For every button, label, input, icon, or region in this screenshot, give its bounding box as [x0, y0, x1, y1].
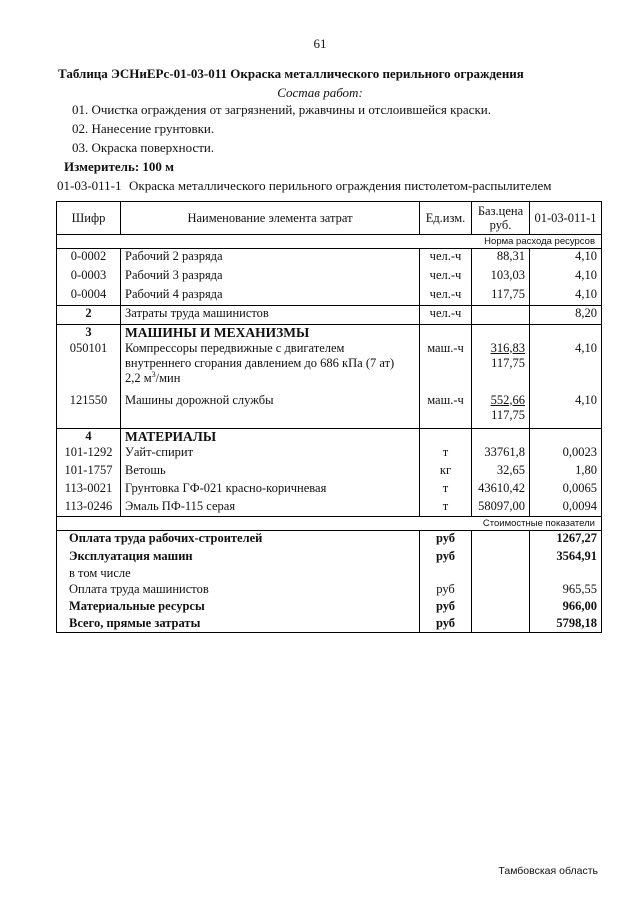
row-name: Машины дорожной службы [121, 393, 420, 429]
row-name-tail: /мин [155, 370, 181, 385]
row-unit: чел.-ч [420, 287, 472, 306]
row-name: Эмаль ПФ-115 серая [121, 499, 420, 517]
price-base: 552,66 [490, 392, 525, 407]
header-price [472, 202, 530, 235]
total-row [57, 566, 602, 582]
empty-cell [530, 325, 602, 341]
page-number: 61 [313, 36, 327, 51]
row-name-line: внутреннего сгорания давлением до 686 кПа (7 ат) [125, 355, 395, 370]
total-name-cell [57, 549, 420, 566]
row-code: 0-0003 [57, 268, 121, 287]
row-value: 0,0094 [530, 499, 602, 517]
empty-cell [472, 429, 530, 445]
row-price [472, 306, 530, 325]
band-norm [57, 235, 602, 249]
row-price: 103,03 [472, 268, 530, 287]
row-code: 0-0002 [57, 249, 121, 268]
row-value: 4,10 [530, 341, 602, 393]
empty-cell [420, 325, 472, 341]
row-price: 117,75 [472, 287, 530, 306]
total-name: Оплата труда машинистов [69, 581, 209, 596]
row-name: Ветошь [121, 463, 420, 481]
table-row [57, 287, 602, 306]
table-row [57, 341, 602, 393]
total-name-cell [57, 582, 420, 599]
row-value: 4,10 [530, 287, 602, 306]
variant-code: 01-03-011-1 [57, 178, 122, 193]
work-step: 03. Окраска поверхности. [72, 140, 215, 155]
row-code: 2 [57, 306, 121, 325]
row-name: Рабочий 2 разряда [121, 249, 420, 268]
table-row [57, 306, 602, 325]
row-unit: чел.-ч [420, 306, 472, 325]
row-name: Грунтовка ГФ-021 красно-коричневая [121, 481, 420, 499]
variant-text: Окраска металлического перильного ограждения пистолетом-распылителем [129, 178, 552, 193]
row-unit: маш.-ч [420, 393, 472, 429]
section-code: 3 [57, 325, 121, 341]
total-row [57, 582, 602, 599]
total-value: 3564,91 [530, 549, 602, 566]
row-name [121, 341, 420, 393]
empty-cell [420, 429, 472, 445]
row-price [472, 393, 530, 429]
total-row [57, 599, 602, 616]
work-step: 01. Очистка ограждения от загрязнений, ржавчины и отслоившейся краски. [72, 102, 491, 117]
total-name: Оплата труда рабочих-строителей [69, 531, 263, 545]
section-code: 4 [57, 429, 121, 445]
empty-cell [472, 549, 530, 566]
total-value: 1267,27 [530, 531, 602, 549]
empty-cell [472, 325, 530, 341]
row-value: 1,80 [530, 463, 602, 481]
row-unit: т [420, 445, 472, 463]
band-cost [57, 517, 602, 531]
row-unit: кг [420, 463, 472, 481]
header-norm: 01-03-011-1 [530, 202, 602, 235]
section-title: МАТЕРИАЛЫ [121, 429, 420, 445]
total-name-cell [57, 566, 420, 582]
total-row [57, 549, 602, 566]
row-unit: чел.-ч [420, 268, 472, 287]
row-name: Уайт-спирит [121, 445, 420, 463]
price-wage: 117,75 [491, 355, 525, 370]
price-wage: 117,75 [491, 407, 525, 422]
total-value: 5798,18 [530, 616, 602, 633]
header-name: Наименование элемента затрат [121, 202, 420, 235]
row-name: Рабочий 3 разряда [121, 268, 420, 287]
row-unit: т [420, 499, 472, 517]
work-step: 02. Нанесение грунтовки. [72, 121, 215, 136]
row-price: 58097,00 [472, 499, 530, 517]
total-value: 966,00 [530, 599, 602, 616]
row-unit: маш.-ч [420, 341, 472, 393]
total-row [57, 616, 602, 633]
row-name-line: 2,2 м [125, 370, 152, 385]
table-row [57, 499, 602, 517]
table-row [57, 481, 602, 499]
table-row [57, 249, 602, 268]
section-row [57, 325, 602, 341]
row-name: Рабочий 4 разряда [121, 287, 420, 306]
footer-region: Тамбовская область [498, 865, 598, 877]
row-code: 050101 [57, 341, 121, 393]
price-base: 316,83 [490, 340, 525, 355]
empty-cell [472, 599, 530, 616]
header-unit: Ед.изм. [420, 202, 472, 235]
header-price-line2: руб. [489, 218, 512, 232]
total-name-cell [57, 531, 420, 549]
row-code: 113-0246 [57, 499, 121, 517]
table-row [57, 393, 602, 429]
row-code: 0-0004 [57, 287, 121, 306]
table-row [57, 463, 602, 481]
total-name-cell [57, 599, 420, 616]
empty-cell [472, 616, 530, 633]
section-row [57, 429, 602, 445]
band-norm-label: Норма расхода ресурсов [57, 235, 602, 249]
row-value: 8,20 [530, 306, 602, 325]
row-code: 101-1757 [57, 463, 121, 481]
band-cost-label: Стоимостные показатели [57, 517, 602, 531]
row-value: 0,0065 [530, 481, 602, 499]
total-value: 965,55 [530, 582, 602, 599]
header-price-line1: Баз.цена [477, 204, 524, 218]
resource-table [56, 201, 602, 633]
table-title: Таблица ЭСНиЕРс-01-03-011 Окраска металлического перильного ограждения [58, 66, 524, 81]
row-price: 88,31 [472, 249, 530, 268]
section-title: МАШИНЫ И МЕХАНИЗМЫ [121, 325, 420, 341]
total-name: Всего, прямые затраты [69, 615, 201, 630]
row-code: 113-0021 [57, 481, 121, 499]
row-price: 33761,8 [472, 445, 530, 463]
total-name: в том числе [69, 565, 131, 580]
table-row [57, 445, 602, 463]
row-price: 43610,42 [472, 481, 530, 499]
table-header-row [57, 202, 602, 235]
total-name: Эксплуатация машин [69, 548, 193, 563]
row-value: 4,10 [530, 393, 602, 429]
row-value: 4,10 [530, 268, 602, 287]
total-unit: руб [420, 549, 472, 566]
empty-cell [530, 429, 602, 445]
row-name-line: Компрессоры передвижные с двигателем [125, 340, 345, 355]
table-row [57, 268, 602, 287]
row-value: 4,10 [530, 249, 602, 268]
total-unit [420, 566, 472, 582]
composition-heading: Состав работ: [277, 85, 363, 100]
row-code: 101-1292 [57, 445, 121, 463]
empty-cell [472, 566, 530, 582]
total-unit: руб [420, 599, 472, 616]
empty-cell [472, 582, 530, 599]
variant-line [57, 178, 552, 194]
header-code: Шифр [57, 202, 121, 235]
row-unit: т [420, 481, 472, 499]
total-unit: руб [420, 616, 472, 633]
row-unit: чел.-ч [420, 249, 472, 268]
row-value: 0,0023 [530, 445, 602, 463]
row-price [472, 341, 530, 393]
total-name-cell [57, 616, 420, 633]
total-row [57, 531, 602, 549]
empty-cell [472, 531, 530, 549]
total-unit: руб [420, 531, 472, 549]
row-price: 32,65 [472, 463, 530, 481]
superscript: 3 [151, 369, 156, 379]
total-value [530, 566, 602, 582]
total-name: Материальные ресурсы [69, 598, 205, 613]
row-name: Затраты труда машинистов [121, 306, 420, 325]
measure-unit: Измеритель: 100 м [64, 159, 175, 174]
row-code: 121550 [57, 393, 121, 429]
total-unit: руб [420, 582, 472, 599]
